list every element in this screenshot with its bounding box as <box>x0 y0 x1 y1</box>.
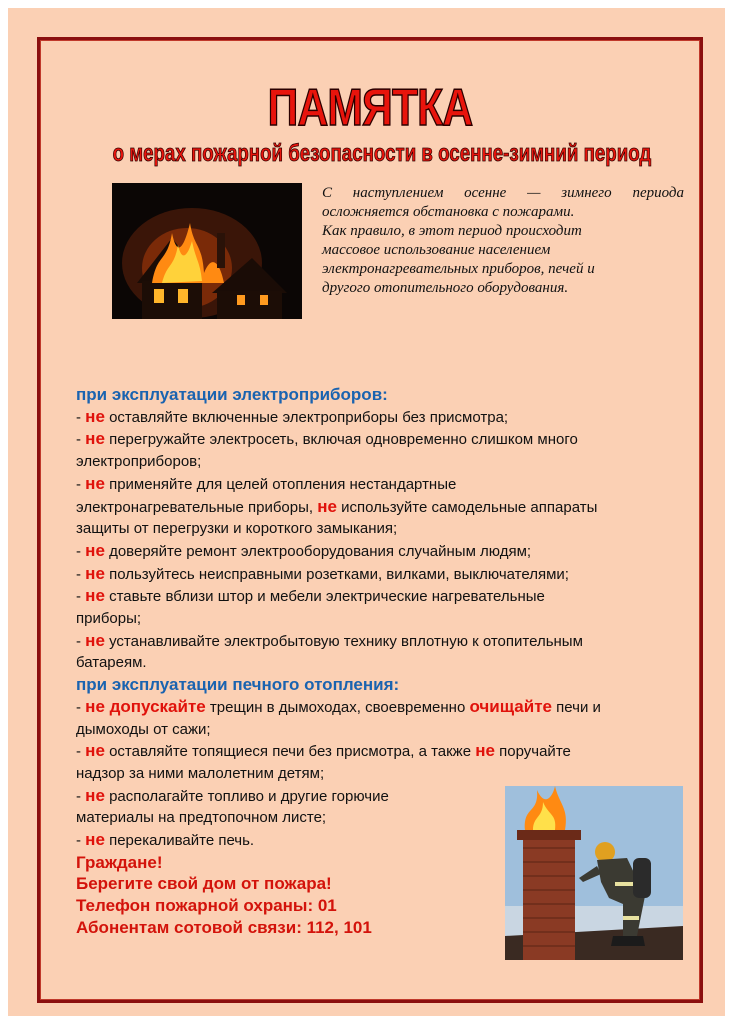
intro-line: С наступлением осенне — зимнего периода <box>322 185 684 201</box>
intro-line: другого отопительного оборудования. <box>322 280 569 296</box>
footer-line: Берегите свой дом от пожара! <box>76 874 332 894</box>
rule-item: - не применяйте для целей отопления нестандартные <box>76 473 457 493</box>
poster <box>8 8 725 1016</box>
rule-item-cont: дымоходы от сажи; <box>76 720 211 738</box>
rule-item-cont: электронагревательные приборы, не используйте самодельные аппараты <box>76 496 598 516</box>
intro-line: Как правило, в этот период происходит <box>322 223 582 239</box>
intro-line: массовое использование населением <box>322 242 551 258</box>
rule-item-cont: защиты от перегрузки и короткого замыкания; <box>76 520 398 538</box>
rule-item-cont: батареям. <box>76 654 147 672</box>
rule-item: - не перекаливайте печь. <box>76 830 255 850</box>
section-heading: при эксплуатации электроприборов: <box>76 385 388 404</box>
firefighter-chimney-image <box>505 786 683 960</box>
intro-text <box>322 184 684 298</box>
footer-line: Абонентам сотовой связи: 112, 101 <box>76 917 372 937</box>
rule-item-cont: надзор за ними малолетним детям; <box>76 764 325 782</box>
footer-line: Телефон пожарной охраны: 01 <box>76 896 337 916</box>
rule-item: - не перегружайте электросеть, включая одновременно слишком много <box>76 429 578 449</box>
rule-item: - не оставляйте топящиеся печи без присмотра, а также не поручайте <box>76 741 571 761</box>
rule-item: - не устанавливайте электробытовую технику вплотную к отопительным <box>76 630 583 650</box>
burning-house-image <box>112 183 302 319</box>
rule-item: - не располагайте топливо и другие горючие <box>76 785 389 805</box>
section-heading: при эксплуатации печного отопления: <box>76 675 400 695</box>
rule-item: - не пользуйтесь неисправными розетками, вилками, выключателями; <box>76 563 569 583</box>
intro-line: осложняется обстановка с пожарами. <box>322 204 575 220</box>
rule-item-cont: материалы на предтопочном листе; <box>76 809 327 827</box>
rule-item-cont: приборы; <box>76 610 142 628</box>
rule-item: - не ставьте вблизи штор и мебели электрические нагревательные <box>76 586 545 606</box>
rule-item: - не оставляйте включенные электроприборы без присмотра; <box>76 406 509 426</box>
page-title: ПАМЯТКА <box>267 79 473 137</box>
intro-line: электронагревательных приборов, печей и <box>322 261 595 277</box>
rule-item-cont: электроприборов; <box>76 453 202 471</box>
rule-item: - не допускайте трещин в дымоходах, своевременно очищайте печи и <box>76 696 601 716</box>
footer-line: Граждане! <box>76 852 163 872</box>
page-subtitle: о мерах пожарной безопасности в осенне-зимний период <box>112 140 652 167</box>
rule-item: - не доверяйте ремонт электрооборудования случайным людям; <box>76 540 532 560</box>
poster-frame <box>37 37 703 1003</box>
